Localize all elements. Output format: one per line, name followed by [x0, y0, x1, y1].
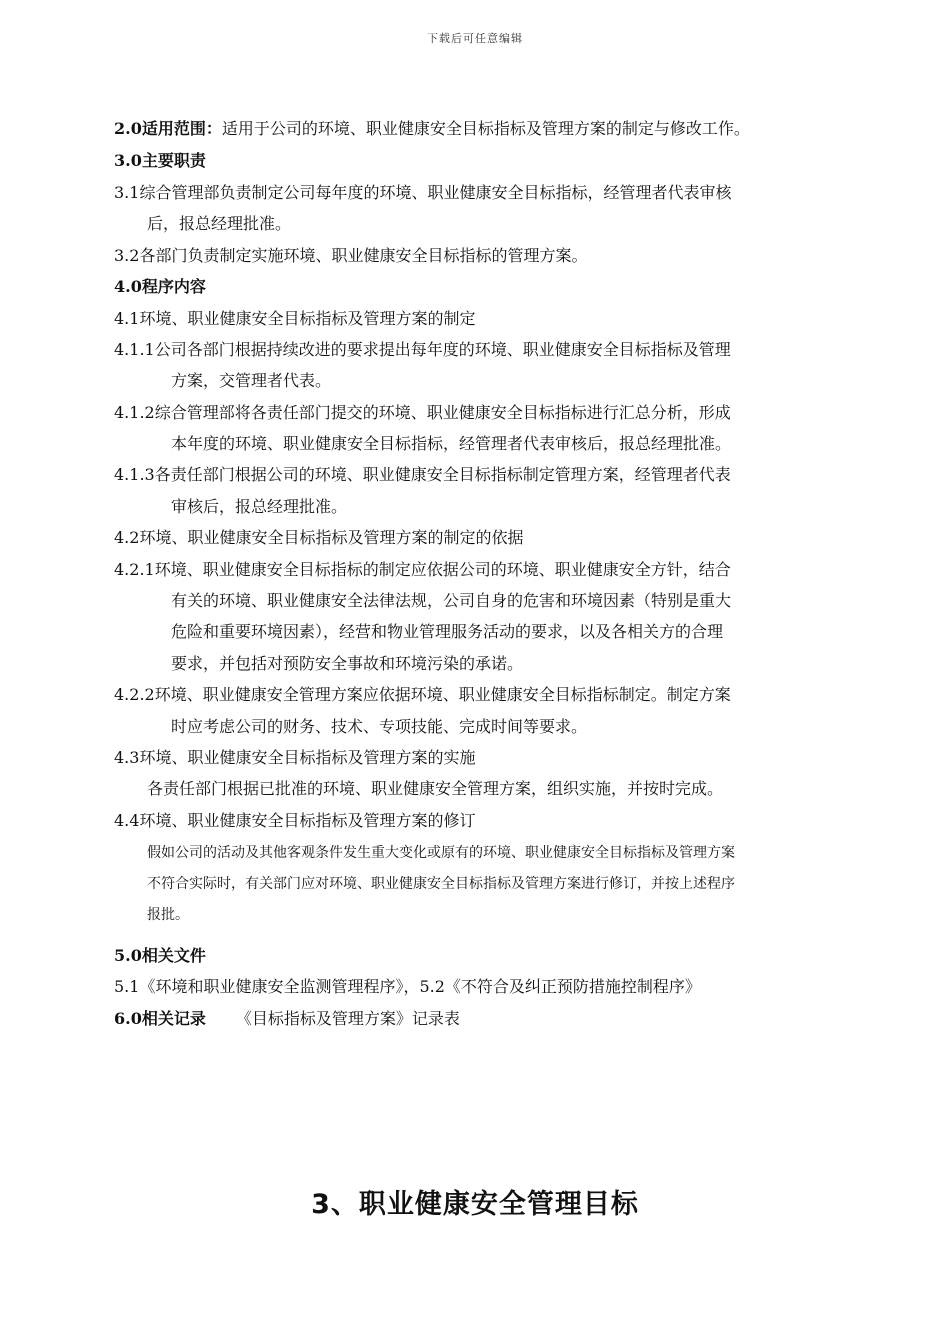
para-4-2-1-line3: 危险和重要环境因素），经营和物业管理服务活动的要求，以及各相关方的合理	[171, 622, 724, 641]
para-4-1-1-line1: 4.1.1公司各部门根据持续改进的要求提出每年度的环境、职业健康安全目标指标及管理	[114, 340, 731, 359]
page-header-note: 下载后可任意编辑	[427, 32, 523, 45]
section-5-heading: 5.0相关文件	[114, 946, 206, 965]
para-4-2-1-line1: 4.2.1环境、职业健康安全目标指标的制定应依据公司的环境、职业健康安全方针，结合	[114, 560, 731, 579]
para-4-2-1-line4: 要求，并包括对预防安全事故和环境污染的承诺。	[171, 654, 524, 673]
section-6-heading: 6.0相关记录	[114, 1009, 206, 1028]
para-4-1: 4.1环境、职业健康安全目标指标及管理方案的制定	[114, 309, 476, 328]
para-5-1: 5.1《环境和职业健康安全监测管理程序》，5.2《不符合及纠正预防措施控制程序》	[114, 977, 701, 996]
para-4-2-2-line1: 4.2.2环境、职业健康安全管理方案应依据环境、职业健康安全目标指标制定。制定方案	[114, 685, 731, 704]
section-3-heading: 3.0主要职责	[114, 151, 206, 170]
section-2-text: 适用于公司的环境、职业健康安全目标指标及管理方案的制定与修改工作。	[221, 119, 750, 138]
section-4-heading: 4.0程序内容	[114, 277, 206, 296]
para-4-1-2-line2: 本年度的环境、职业健康安全目标指标，经管理者代表审核后，报总经理批准。	[171, 434, 732, 453]
para-4-1-2-line1: 4.1.2综合管理部将各责任部门提交的环境、职业健康安全目标指标进行汇总分析，形成	[114, 403, 731, 422]
para-3-2: 3.2各部门负责制定实施环境、职业健康安全目标指标的管理方案。	[114, 246, 588, 265]
para-4-4-body-line3: 报批。	[147, 907, 189, 923]
para-4-1-3-line2: 审核后，报总经理批准。	[171, 497, 348, 516]
section-2-line	[114, 118, 750, 140]
para-3-1-line1: 3.1综合管理部负责制定公司每年度的环境、职业健康安全目标指标，经管理者代表审核	[114, 183, 732, 202]
para-4-2: 4.2环境、职业健康安全目标指标及管理方案的制定的依据	[114, 528, 524, 547]
para-4-1-3-line1: 4.1.3各责任部门根据公司的环境、职业健康安全目标指标制定管理方案，经管理者代表	[114, 465, 731, 484]
para-4-2-2-line2: 时应考虑公司的财务、技术、专项技能、完成时间等要求。	[171, 717, 588, 736]
para-3-1-line2: 后，报总经理批准。	[147, 214, 292, 233]
para-4-1-1-line2: 方案，交管理者代表。	[171, 371, 332, 390]
para-4-4: 4.4环境、职业健康安全目标指标及管理方案的修订	[114, 811, 476, 830]
para-4-2-1-line2: 有关的环境、职业健康安全法律法规，公司自身的危害和环境因素（特别是重大	[171, 591, 732, 610]
section-6-text: 《目标指标及管理方案》记录表	[235, 1009, 460, 1028]
para-4-3-body: 各责任部门根据已批准的环境、职业健康安全管理方案，组织实施，并按时完成。	[147, 779, 724, 798]
para-4-4-body-line1: 假如公司的活动及其他客观条件发生重大变化或原有的环境、职业健康安全目标指标及管理方案	[147, 845, 735, 861]
section-2-heading: 2.0适用范围：	[114, 119, 222, 138]
section-6-line	[114, 1008, 460, 1030]
para-4-3: 4.3环境、职业健康安全目标指标及管理方案的实施	[114, 748, 476, 767]
para-4-4-body-line2: 不符合实际时，有关部门应对环境、职业健康安全目标指标及管理方案进行修订，并按上述程序	[147, 876, 735, 892]
next-section-title: 3、职业健康安全管理目标	[311, 1189, 639, 1220]
